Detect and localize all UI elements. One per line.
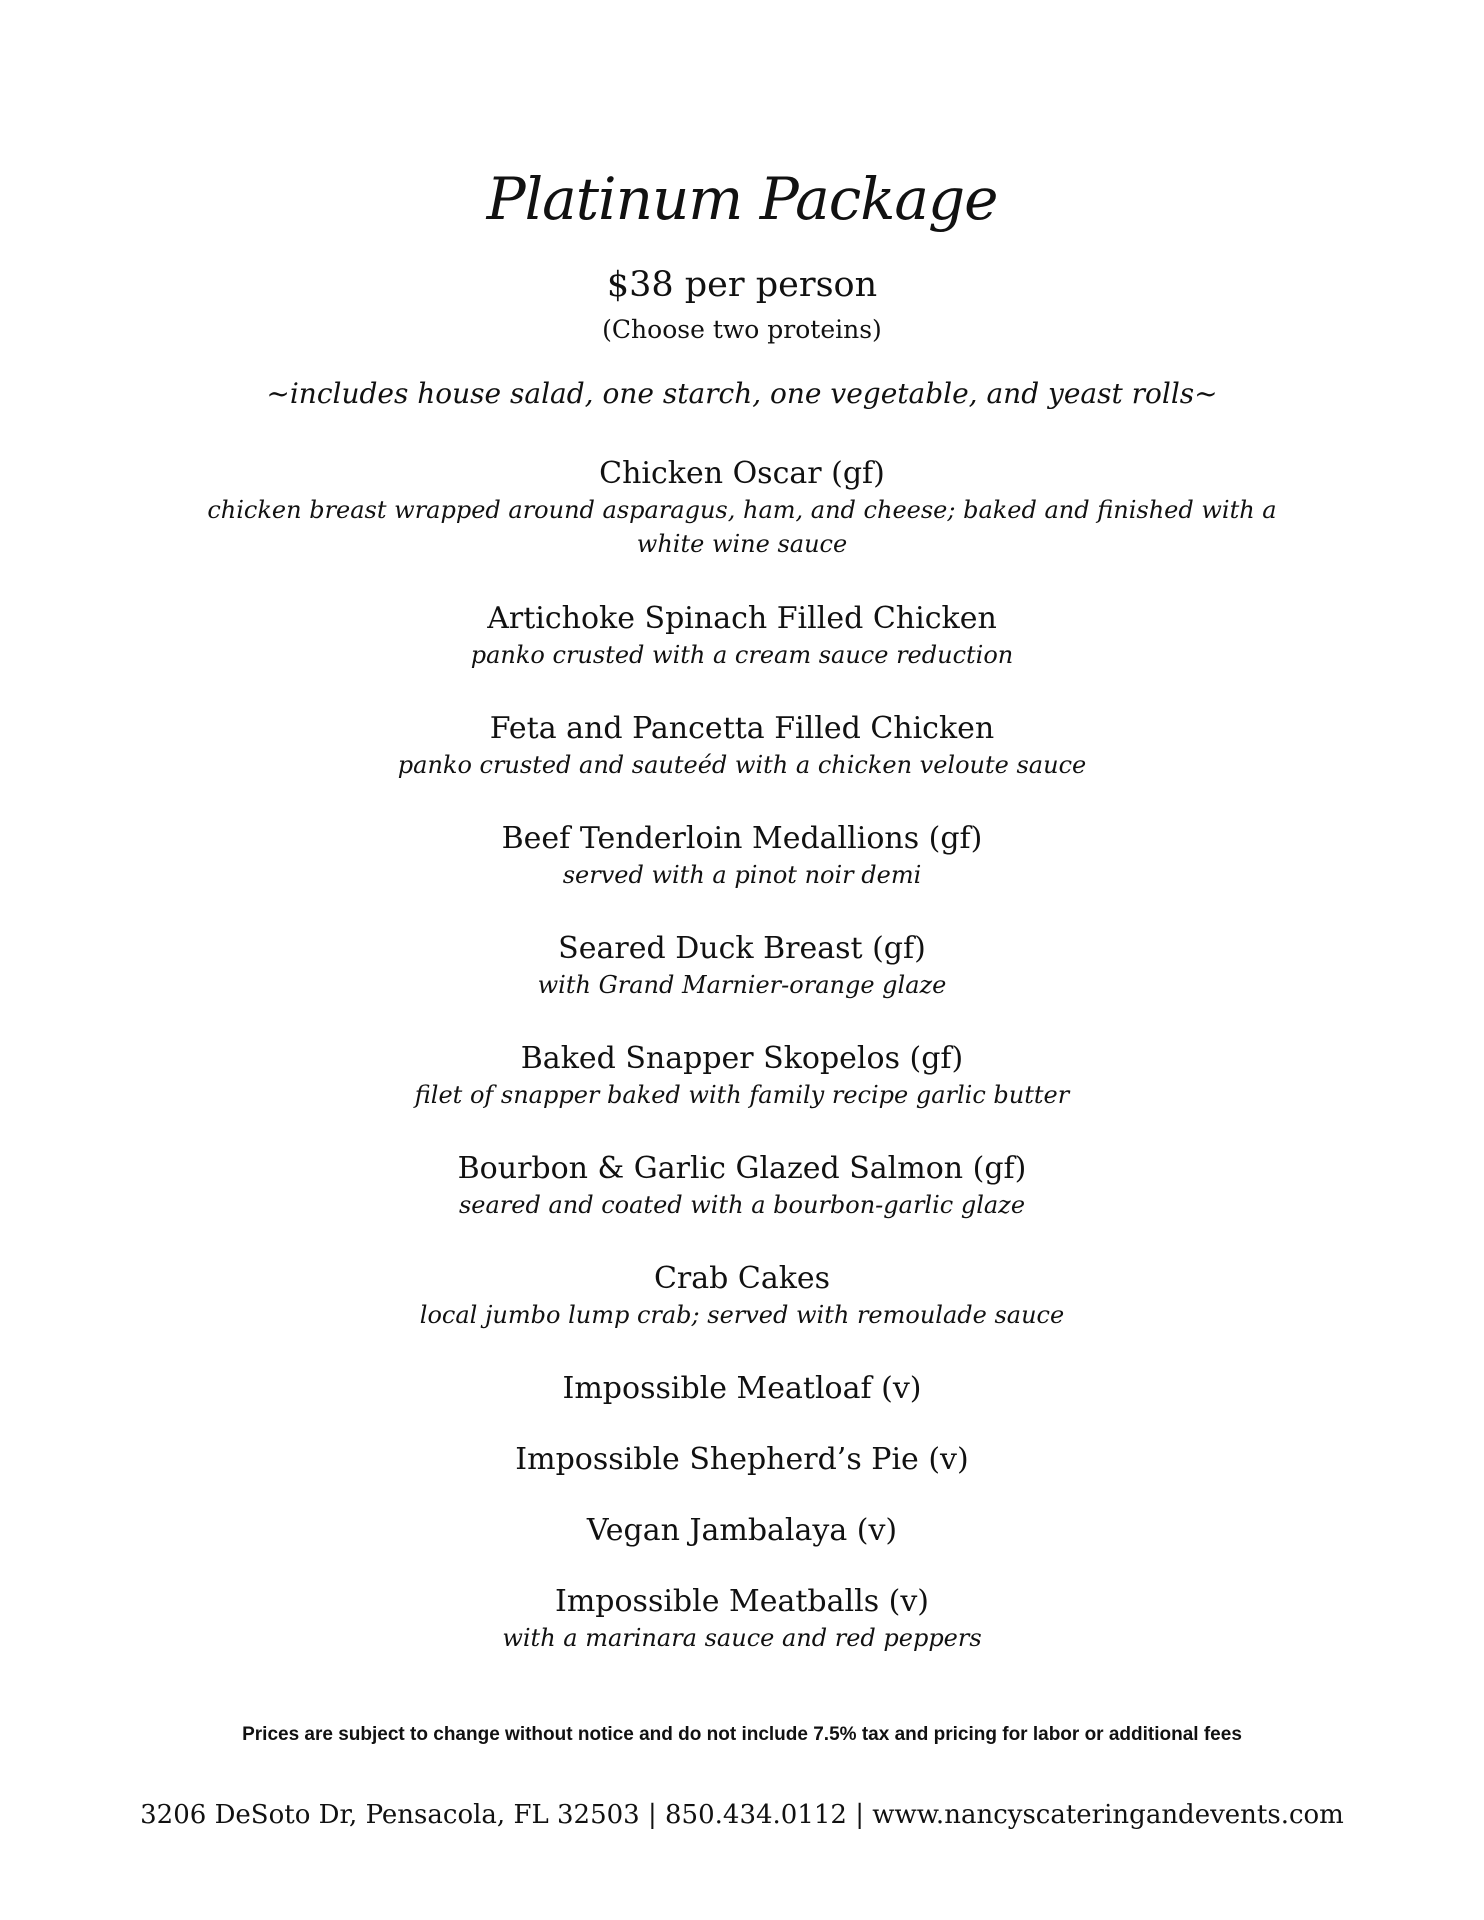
menu-item-description: chicken breast wrapped around asparagus, ham, and cheese; baked and finished with a white wine sauce: [207, 496, 1277, 558]
menu-item: [0, 1150, 1484, 1222]
menu-item: [0, 1370, 1484, 1408]
menu-item-name: Artichoke Spinach Filled Chicken: [487, 601, 997, 636]
contact-footer: 3206 DeSoto Dr, Pensacola, FL 32503 | 850.434.0112 | www.nancyscateringandevents.com: [140, 1800, 1344, 1830]
menu-item: [0, 820, 1484, 892]
menu-item-description: with Grand Marnier-orange glaze: [537, 971, 947, 999]
menu-item-description: filet of snapper baked with family recipe garlic butter: [414, 1081, 1070, 1109]
menu-item-name: Crab Cakes: [653, 1261, 831, 1296]
menu-item-name: Impossible Meatballs (v): [554, 1584, 930, 1619]
choose-note: (Choose two proteins): [602, 315, 882, 344]
menu-item-name: Feta and Pancetta Filled Chicken: [489, 711, 995, 746]
package-price: $38 per person: [606, 265, 878, 305]
pricing-disclaimer: Prices are subject to change without notice and do not include 7.5% tax and pricing for labor or additional fees: [242, 1724, 1242, 1745]
menu-item-description: panko crusted with a cream sauce reduction: [470, 641, 1014, 669]
menu-item: [0, 1260, 1484, 1332]
menu-item-name: Chicken Oscar (gf): [599, 456, 885, 491]
menu-item: [0, 1441, 1484, 1479]
menu-item-name: Seared Duck Breast (gf): [558, 931, 926, 966]
menu-item-name: Bourbon & Garlic Glazed Salmon (gf): [457, 1151, 1027, 1186]
menu-item: [0, 455, 1484, 561]
menu-item-name: Baked Snapper Skopelos (gf): [520, 1041, 964, 1076]
menu-item: [0, 930, 1484, 1002]
menu-item-description: seared and coated with a bourbon-garlic glaze: [458, 1191, 1026, 1219]
menu-item-name: Impossible Shepherd’s Pie (v): [515, 1442, 969, 1477]
menu-item: [0, 600, 1484, 672]
menu-item-description: panko crusted and sauteéd with a chicken veloute sauce: [397, 751, 1087, 779]
menu-item-description: local jumbo lump crab; served with remoulade sauce: [419, 1301, 1065, 1329]
menu-item: [0, 710, 1484, 782]
menu-item: [0, 1512, 1484, 1550]
menu-item-name: Beef Tenderloin Medallions (gf): [501, 821, 983, 856]
menu-item-description: served with a pinot noir demi: [562, 861, 922, 889]
menu-item-name: Impossible Meatloaf (v): [562, 1371, 922, 1406]
menu-item: [0, 1583, 1484, 1655]
package-title: Platinum Package: [486, 165, 998, 233]
includes-note: ~includes house salad, one starch, one vegetable, and yeast rolls~: [266, 377, 1218, 410]
menu-item-name: Vegan Jambalaya (v): [586, 1513, 898, 1548]
menu-item-description: with a marinara sauce and red peppers: [502, 1624, 982, 1652]
menu-item: [0, 1040, 1484, 1112]
